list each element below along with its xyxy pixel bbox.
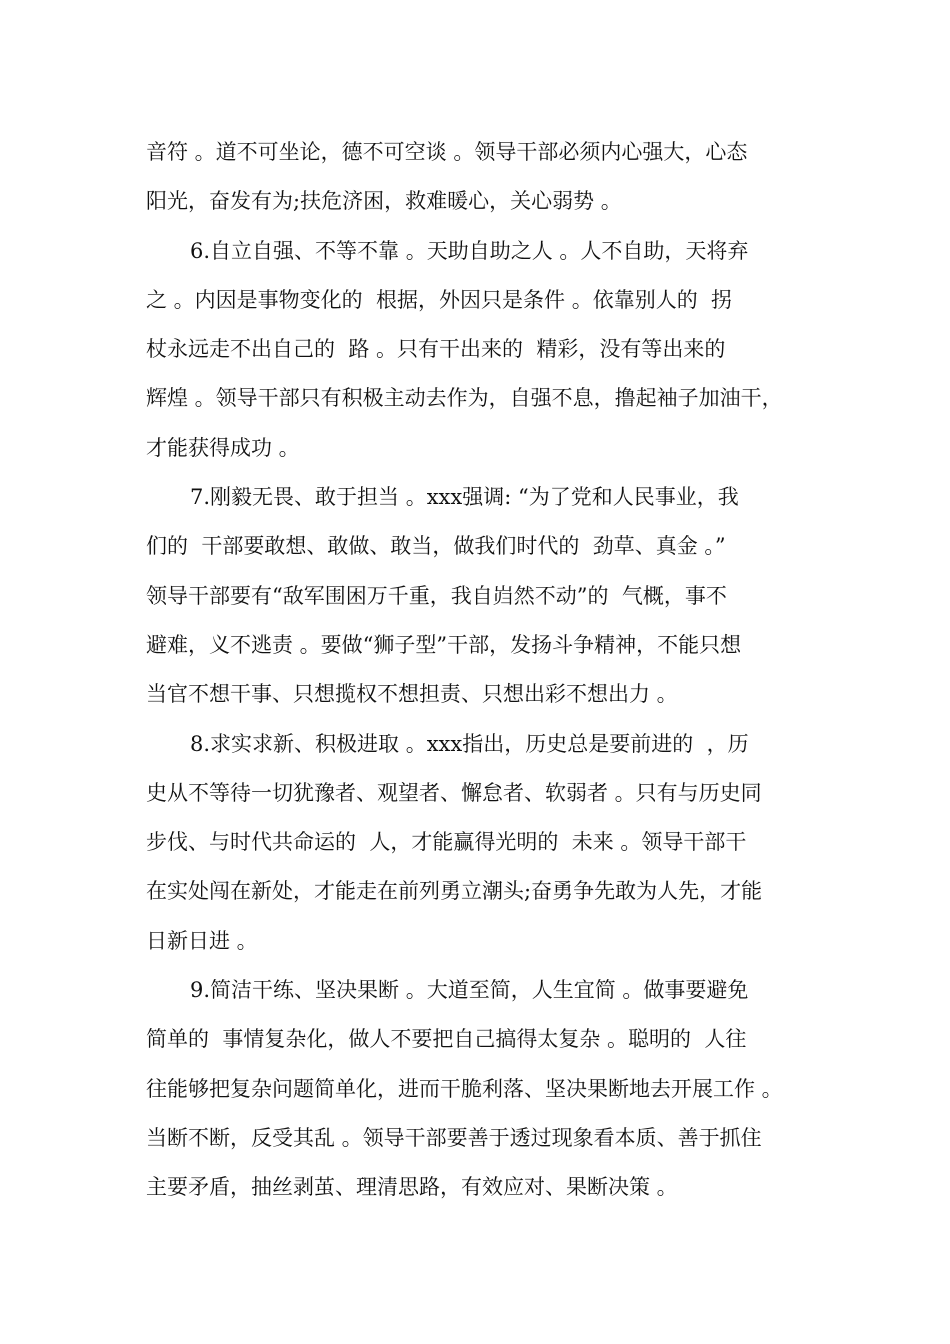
text-line: 避难，义不逃责 。要做“狮子型”干部，发扬斗争精神，不能只想 xyxy=(146,632,742,657)
body-text xyxy=(146,128,826,1213)
text-line: 当官不想干事、只想揽权不想担责、只想出彩不想出力 。 xyxy=(146,682,678,707)
text-line: 6.自立自强、不等不靠 。天助自助之人 。人不自助，天将弃 xyxy=(190,238,749,263)
text-line: 史从不等待一切犹豫者、观望者、懈怠者、软弱者 。只有与历史同 xyxy=(146,780,762,805)
text-line: 简单的 事情复杂化，做人不要把自己搞得太复杂 。聪明的 人往 xyxy=(146,1027,747,1052)
text-line: 主要矛盾，抽丝剥茧、理清思路，有效应对、果断决策 。 xyxy=(146,1175,678,1200)
text-line: 阳光，奋发有为;扶危济困，救难暖心，关心弱势 。 xyxy=(146,189,622,214)
text-line: 日新日进 。 xyxy=(146,928,258,953)
text-line: 们的 干部要敢想、敢做、敢当，做我们时代的 劲草、真金 。” xyxy=(146,534,726,559)
text-line: 音符 。道不可坐论，德不可空谈 。领导干部必须内心强大，心态 xyxy=(146,140,748,164)
text-line: 当断不断，反受其乱 。领导干部要善于透过现象看本质、善于抓住 xyxy=(146,1125,762,1150)
text-line: 往能够把复杂问题简单化，进而干脆利落、坚决果断地去开展工作 。 xyxy=(146,1076,783,1101)
text-line: 领导干部要有“敌军围困万千重，我自岿然不动”的 气概，事不 xyxy=(146,583,727,608)
text-line: 在实处闯在新处，才能走在前列勇立潮头;奋勇争先敢为人先，才能 xyxy=(146,879,763,904)
text-line: 辉煌 。领导干部只有积极主动去作为，自强不息，撸起袖子加油干， xyxy=(146,386,783,411)
text-line: 才能获得成功 。 xyxy=(146,435,300,460)
text-line: 之 。内因是事物变化的 根据，外因只是条件 。依靠别人的 拐 xyxy=(146,287,733,312)
text-line: 9.简洁干练、坚决果断 。大道至简，人生宜简 。做事要避免 xyxy=(190,978,749,1003)
text-line: 7.刚毅无畏、敢于担当 。xxx强调: “为了党和人民事业，我 xyxy=(190,485,739,510)
text-line: 步伐、与时代共命运的 人，才能赢得光明的 未来 。领导干部干 xyxy=(146,830,747,855)
text-line: 杖永远走不出自己的 路 。只有干出来的 精彩，没有等出来的 xyxy=(146,337,726,362)
text-line: 8.求实求新、积极进取 。xxx指出，历史总是要前进的 ，历 xyxy=(190,731,749,756)
